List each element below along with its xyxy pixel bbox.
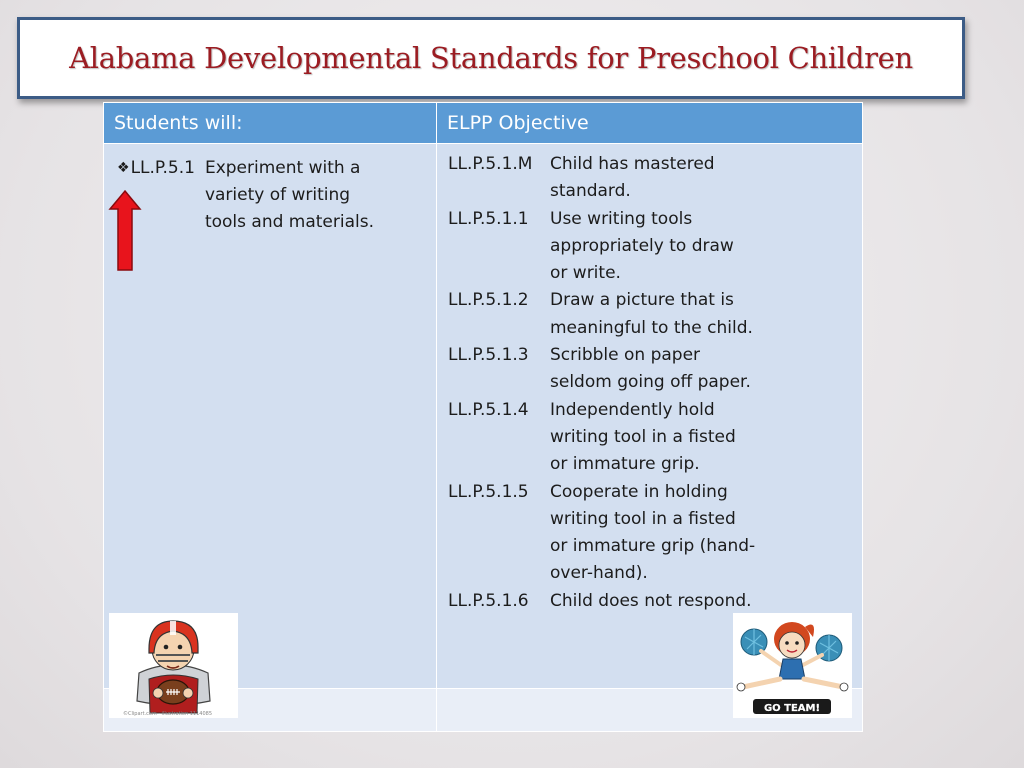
- diamond-bullet-icon: ❖: [117, 160, 130, 176]
- objective-code: LL.P.5.1.5: [448, 481, 529, 502]
- list-item: [448, 479, 861, 588]
- objective-code: LL.P.5.1.4: [448, 399, 529, 420]
- objective-code: LL.P.5.1.3: [448, 345, 529, 366]
- list-item: [448, 287, 861, 342]
- red-up-arrow-icon: [108, 189, 142, 273]
- objective-code: LL.P.5.1.6: [448, 590, 529, 611]
- standard-cell: [104, 144, 437, 689]
- objective-text: Scribble on paper seldom going off paper.: [550, 345, 751, 393]
- objectives-cell: [437, 144, 863, 689]
- header-elpp-objective: ELPP Objective: [437, 103, 863, 144]
- table-header-row: [104, 103, 863, 144]
- objective-text: Use writing tools appropriately to draw or write.: [550, 208, 734, 284]
- list-item: [448, 397, 861, 479]
- cheerleader-clipart: [733, 613, 852, 718]
- football-player-clipart: [109, 613, 238, 718]
- go-team-caption: GO TEAM!: [763, 703, 821, 714]
- list-item: [448, 151, 861, 206]
- objective-text: Independently hold writing tool in a fisted or immature grip.: [550, 399, 736, 475]
- table-row: [104, 144, 863, 689]
- standard-item: [105, 145, 435, 236]
- title-box: [17, 17, 965, 99]
- objective-text: Draw a picture that is meaningful to the child.: [550, 290, 753, 338]
- clipart-watermark: ©Clipart.com · illustration 1114085: [123, 711, 213, 717]
- standard-code: LL.P.5.1: [130, 158, 195, 178]
- objective-code: LL.P.5.1.1: [448, 208, 529, 229]
- list-item: [448, 588, 861, 615]
- objective-code: LL.P.5.1.M: [448, 154, 533, 174]
- list-item: [448, 206, 861, 288]
- slide-title: Alabama Developmental Standards for Preschool Children: [69, 41, 913, 75]
- objective-text: Child has mastered standard.: [550, 154, 715, 202]
- header-students-will: Students will:: [104, 103, 437, 144]
- objective-list: [438, 145, 861, 615]
- objective-code: LL.P.5.1.2: [448, 290, 529, 311]
- standard-description: Experiment with a variety of writing tools and materials.: [204, 158, 375, 232]
- objective-text: Cooperate in holding writing tool in a fisted or immature grip (hand- over-hand).: [550, 481, 756, 584]
- list-item: [448, 342, 861, 397]
- objective-text: Child does not respond.: [550, 590, 752, 611]
